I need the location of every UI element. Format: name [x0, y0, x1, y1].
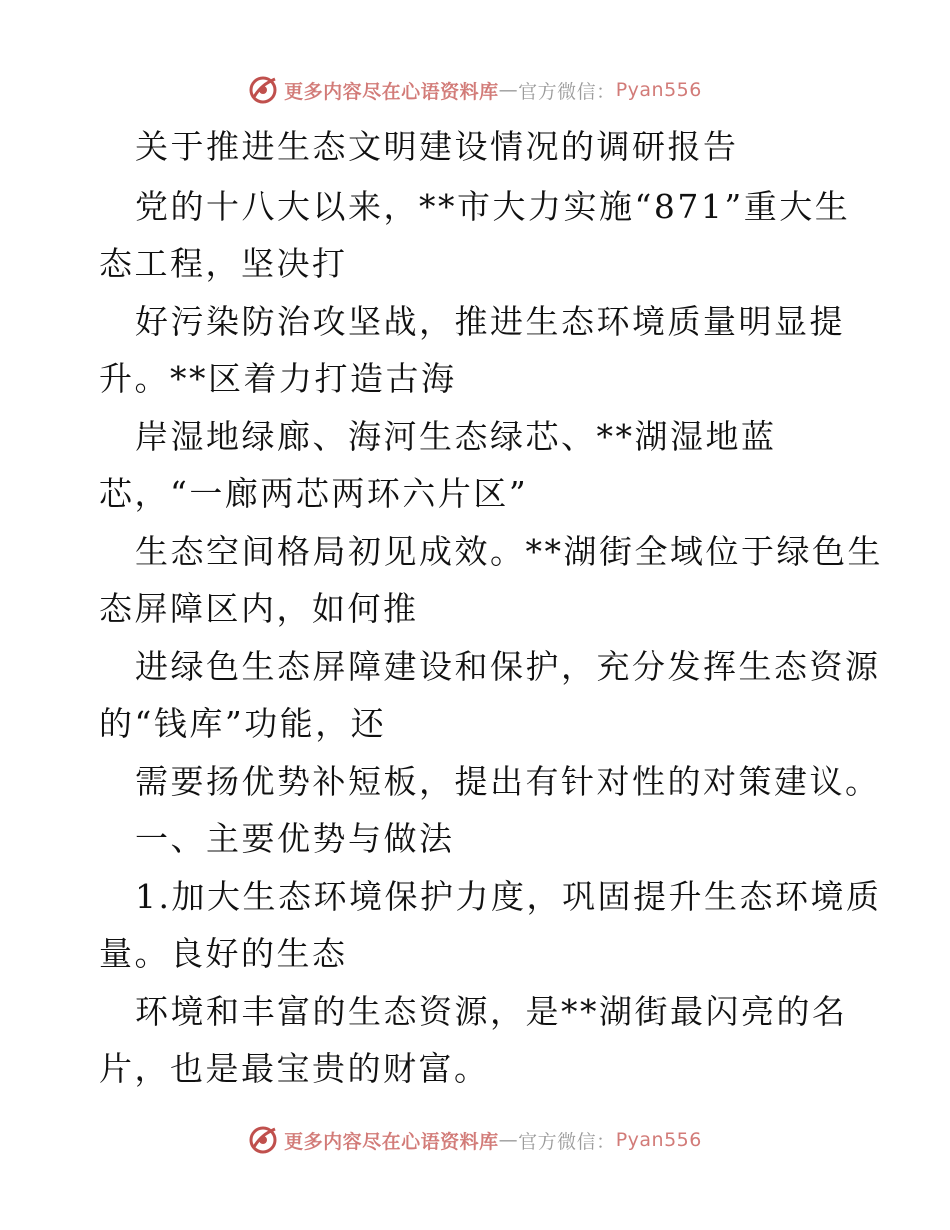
section-heading: 一、主要优势与做法	[135, 819, 455, 858]
paragraph-line: 的“钱库”功能，还	[99, 704, 387, 743]
subsection-heading: 1.加大生态环境保护力度，巩固提升生态环境质	[135, 877, 882, 916]
paragraph-line: 好污染防治攻坚战，推进生态环境质量明显提	[135, 302, 845, 341]
paragraph-line: 进绿色生态屏障建设和保护，充分发挥生态资源	[135, 647, 881, 686]
paragraph-line: 升。**区着力打造古海	[99, 359, 457, 398]
watermark-id: Pyan556	[615, 79, 702, 101]
watermark-sub-text: 官方微信：	[518, 80, 616, 103]
paragraph-line: 岸湿地绿廊、海河生态绿芯、**湖湿地蓝	[135, 417, 777, 456]
paragraph-line: 片，也是最宝贵的财富。	[99, 1049, 490, 1088]
watermark-main-text: 更多内容尽在心语资料库	[284, 1130, 499, 1153]
brand-logo-icon	[248, 1125, 278, 1155]
paragraph-line: 需要扬优势补短板，提出有针对性的对策建议。	[135, 762, 881, 801]
paragraph-line: 生态空间格局初见成效。**湖街全域位于绿色生	[135, 532, 883, 571]
paragraph-line: 芯，“一廊两芯两环六片区”	[99, 474, 529, 513]
paragraph-line: 态屏障区内，如何推	[99, 589, 419, 628]
watermark-id: Pyan556	[615, 1129, 702, 1151]
paragraph-line: 量。良好的生态	[99, 934, 348, 973]
watermark-separator: —	[498, 1129, 519, 1151]
watermark-footer	[0, 1120, 950, 1160]
watermark-sub-text: 官方微信：	[518, 1130, 616, 1153]
document-title: 关于推进生态文明建设情况的调研报告	[135, 127, 739, 166]
paragraph-line: 党的十八大以来，**市大力实施“871”重大生	[135, 187, 851, 226]
paragraph-line: 态工程，坚决打	[99, 244, 348, 283]
watermark-main-text: 更多内容尽在心语资料库	[284, 80, 499, 103]
watermark-separator: —	[498, 79, 519, 101]
paragraph-line: 环境和丰富的生态资源，是**湖街最闪亮的名	[135, 992, 848, 1031]
